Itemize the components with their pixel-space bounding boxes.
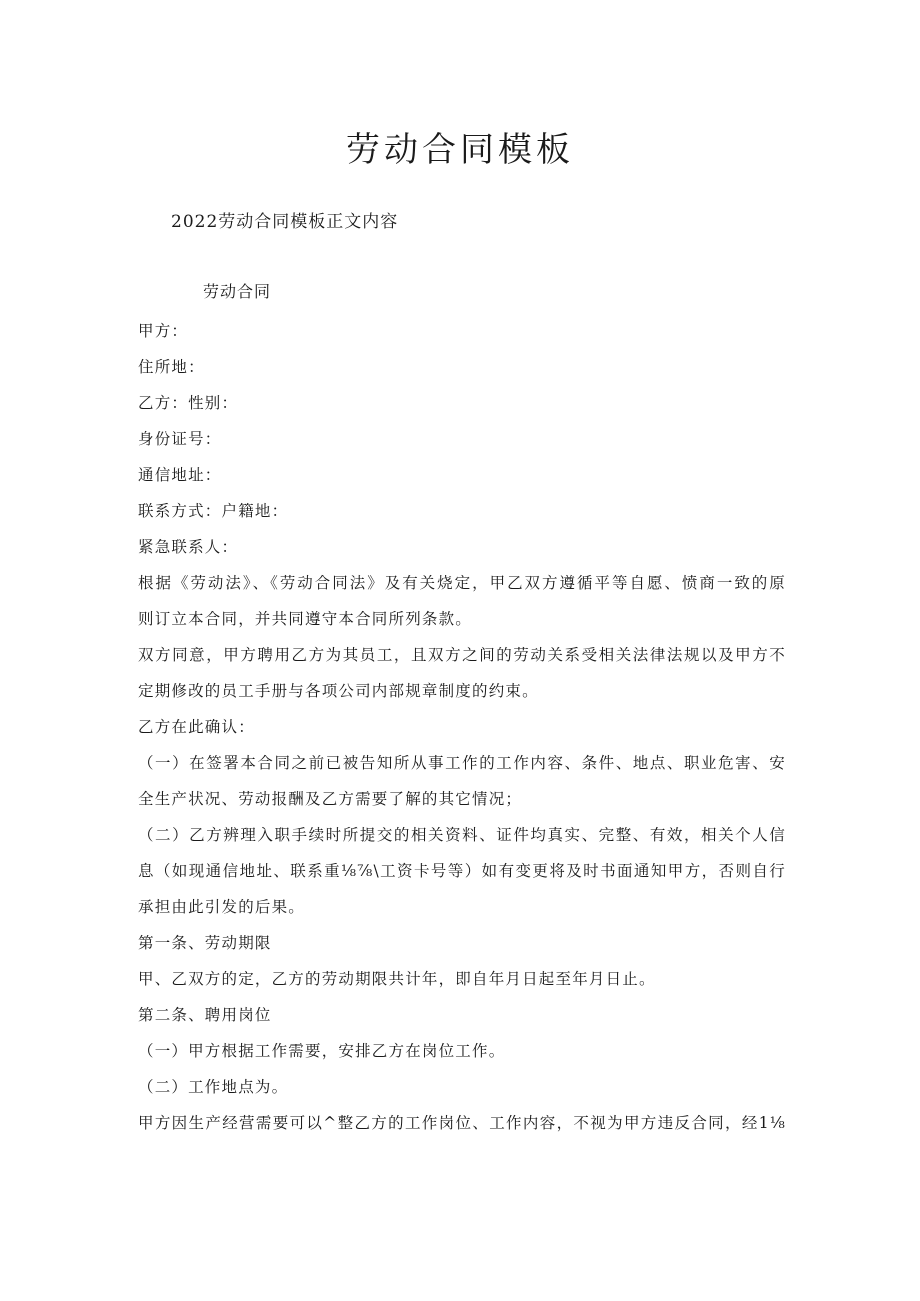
body-line: 甲、乙双方的定，乙方的劳动期限共计年，即自年月日起至年月日止。 bbox=[138, 970, 656, 988]
body-line: 甲方： bbox=[138, 322, 189, 340]
contract-heading: 劳动合同 bbox=[203, 282, 272, 301]
body-line: 住所地： bbox=[138, 358, 205, 376]
body-line: 紧急联系人： bbox=[138, 538, 239, 556]
body-line: （一）在签署本合同之前已被告知所从事工作的工作内容、条件、地点、职业危害、安 bbox=[138, 754, 786, 772]
body-line: 第二条、聘用岗位 bbox=[138, 1006, 272, 1024]
body-line: 联系方式：户籍地： bbox=[138, 502, 289, 520]
body-line: 息（如现通信地址、联系重⅛⅞\工资卡号等）如有变更将及时书面通知甲方，否则自行 bbox=[138, 862, 786, 880]
body-line: 则订立本合同，并共同遵守本合同所列条款。 bbox=[138, 610, 473, 628]
body-line: （一）甲方根据工作需要，安排乙方在岗位工作。 bbox=[138, 1042, 506, 1060]
body-line: （二）乙方辨理入职手续时所提交的相关资料、证件均真实、完整、有效，相关个人信 bbox=[138, 826, 786, 844]
document-subtitle: 2022劳动合同模板正文内容 bbox=[171, 212, 399, 232]
document-body bbox=[138, 313, 786, 1141]
body-line: 双方同意，甲方聘用乙方为其员工，且双方之间的劳动关系受相关法律法规以及甲方不 bbox=[138, 646, 786, 664]
body-line: 乙方：性别： bbox=[138, 394, 239, 412]
body-line: （二）工作地点为。 bbox=[138, 1078, 289, 1096]
body-line: 通信地址： bbox=[138, 466, 222, 484]
body-line: 根据《劳动法》、《劳动合同法》及有关烧定，甲乙双方遵循平等自愿、愤商一致的原 bbox=[138, 574, 786, 592]
document-title: 劳动合同模板 bbox=[346, 130, 574, 170]
body-line: 定期修改的员工手册与各项公司内部规章制度的约束。 bbox=[138, 682, 539, 700]
body-line: 身份证号： bbox=[138, 430, 222, 448]
body-line: 承担由此引发的后果。 bbox=[138, 898, 306, 916]
body-line: 全生产状况、劳动报酬及乙方需要了解的其它情况； bbox=[138, 790, 523, 808]
body-line: 第一条、劳动期限 bbox=[138, 934, 272, 952]
body-line: 甲方因生产经营需要可以^整乙方的工作岗位、工作内容，不视为甲方违反合同，经1⅛ bbox=[138, 1114, 786, 1132]
body-line: 乙方在此确认： bbox=[138, 718, 255, 736]
